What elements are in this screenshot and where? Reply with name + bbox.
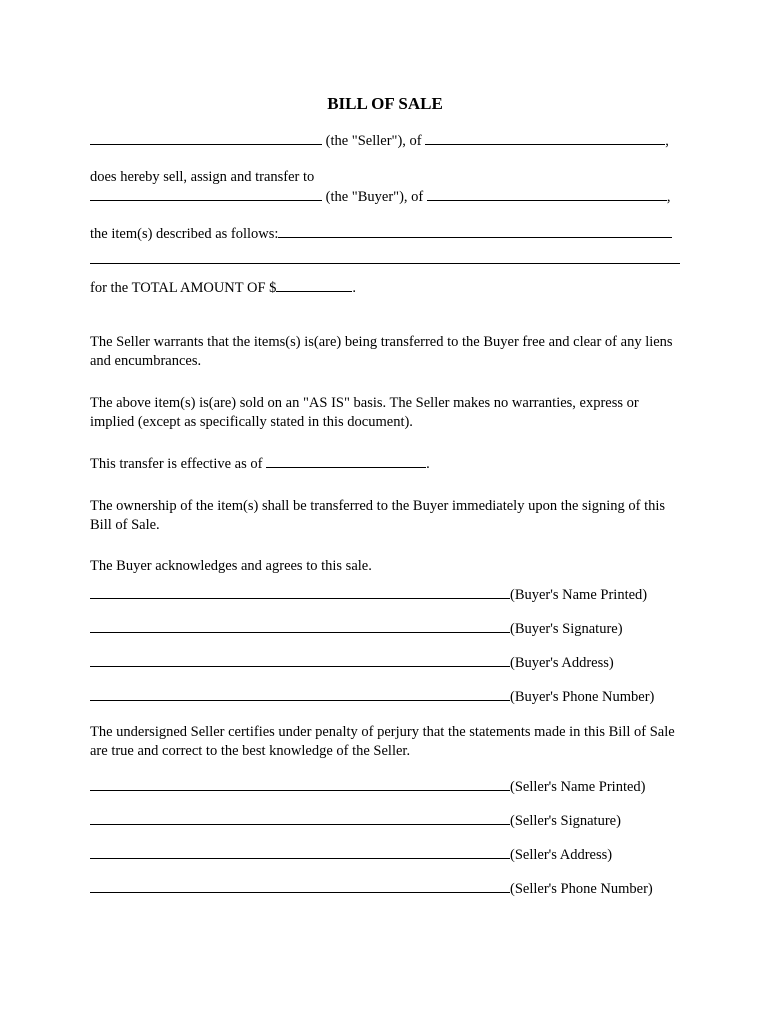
buyer-name-blank[interactable]: [90, 187, 322, 201]
buyer-phone-label: (Buyer's Phone Number): [510, 689, 655, 705]
buyer-phone-blank[interactable]: [90, 687, 510, 701]
seller-line: [90, 131, 669, 150]
effective-date-label: This transfer is effective as of: [90, 456, 267, 472]
seller-name-printed-blank[interactable]: [90, 777, 510, 791]
buyer-signature-blank[interactable]: [90, 619, 510, 633]
items-description-blank-2[interactable]: [90, 250, 680, 264]
effective-date-blank[interactable]: [266, 454, 426, 468]
buyer-role-text: (the "Buyer"), of: [322, 189, 427, 205]
seller-signature-row: [90, 811, 621, 830]
amount-end: .: [352, 280, 357, 296]
buyer-ack-paragraph: The Buyer acknowledges and agrees to this sale.: [90, 558, 372, 574]
transfer-intro: does hereby sell, assign and transfer to: [90, 169, 315, 185]
buyer-signature-row: [90, 619, 623, 638]
buyer-name-printed-blank[interactable]: [90, 585, 510, 599]
buyer-line: [90, 187, 670, 206]
warranty-paragraph: The Seller warrants that the items(s) is(are) being transferred to the Buyer free and clear of any liens and encumbrances.: [90, 334, 673, 369]
document-title: BILL OF SALE: [327, 94, 443, 113]
seller-signature-label: (Seller's Signature): [510, 813, 621, 829]
buyer-location-blank[interactable]: [427, 187, 667, 201]
seller-address-blank[interactable]: [90, 845, 510, 859]
effective-date-line: [90, 454, 430, 473]
buyer-name-printed-row: [90, 585, 647, 604]
ownership-paragraph: The ownership of the item(s) shall be transferred to the Buyer immediately upon the signing of this Bill of Sale.: [90, 498, 666, 533]
seller-address-label: (Seller's Address): [510, 847, 613, 863]
items-line-2: [90, 250, 680, 269]
seller-address-row: [90, 845, 612, 864]
as-is-paragraph: The above item(s) is(are) sold on an "AS IS" basis. The Seller makes no warranties, express or implied (except as specifically stated in this document).: [90, 395, 639, 430]
seller-name-blank[interactable]: [90, 131, 322, 145]
buyer-phone-row: [90, 687, 654, 706]
items-description-blank[interactable]: [278, 224, 672, 238]
buyer-name-printed-label: (Buyer's Name Printed): [510, 587, 648, 603]
items-line: [90, 224, 672, 243]
seller-phone-blank[interactable]: [90, 879, 510, 893]
buyer-address-label: (Buyer's Address): [510, 655, 614, 671]
buyer-address-row: [90, 653, 614, 672]
seller-signature-blank[interactable]: [90, 811, 510, 825]
seller-line-end: ,: [665, 133, 669, 149]
buyer-address-blank[interactable]: [90, 653, 510, 667]
seller-phone-label: (Seller's Phone Number): [510, 881, 653, 897]
seller-name-printed-row: [90, 777, 646, 796]
seller-phone-row: [90, 879, 653, 898]
items-label: the item(s) described as follows:: [90, 226, 279, 242]
seller-location-blank[interactable]: [425, 131, 665, 145]
amount-blank[interactable]: [276, 278, 352, 292]
buyer-signature-label: (Buyer's Signature): [510, 621, 623, 637]
buyer-line-end: ,: [666, 189, 671, 205]
amount-line: [90, 278, 356, 297]
amount-label: for the TOTAL AMOUNT OF $: [90, 280, 277, 296]
effective-date-end: .: [426, 456, 430, 472]
seller-name-printed-label: (Seller's Name Printed): [510, 779, 646, 795]
seller-certification-paragraph: The undersigned Seller certifies under penalty of perjury that the statements made in this Bill of Sale are true and correct to the best knowledge of the Seller.: [90, 724, 675, 759]
seller-role-text: (the "Seller"), of: [322, 133, 426, 149]
